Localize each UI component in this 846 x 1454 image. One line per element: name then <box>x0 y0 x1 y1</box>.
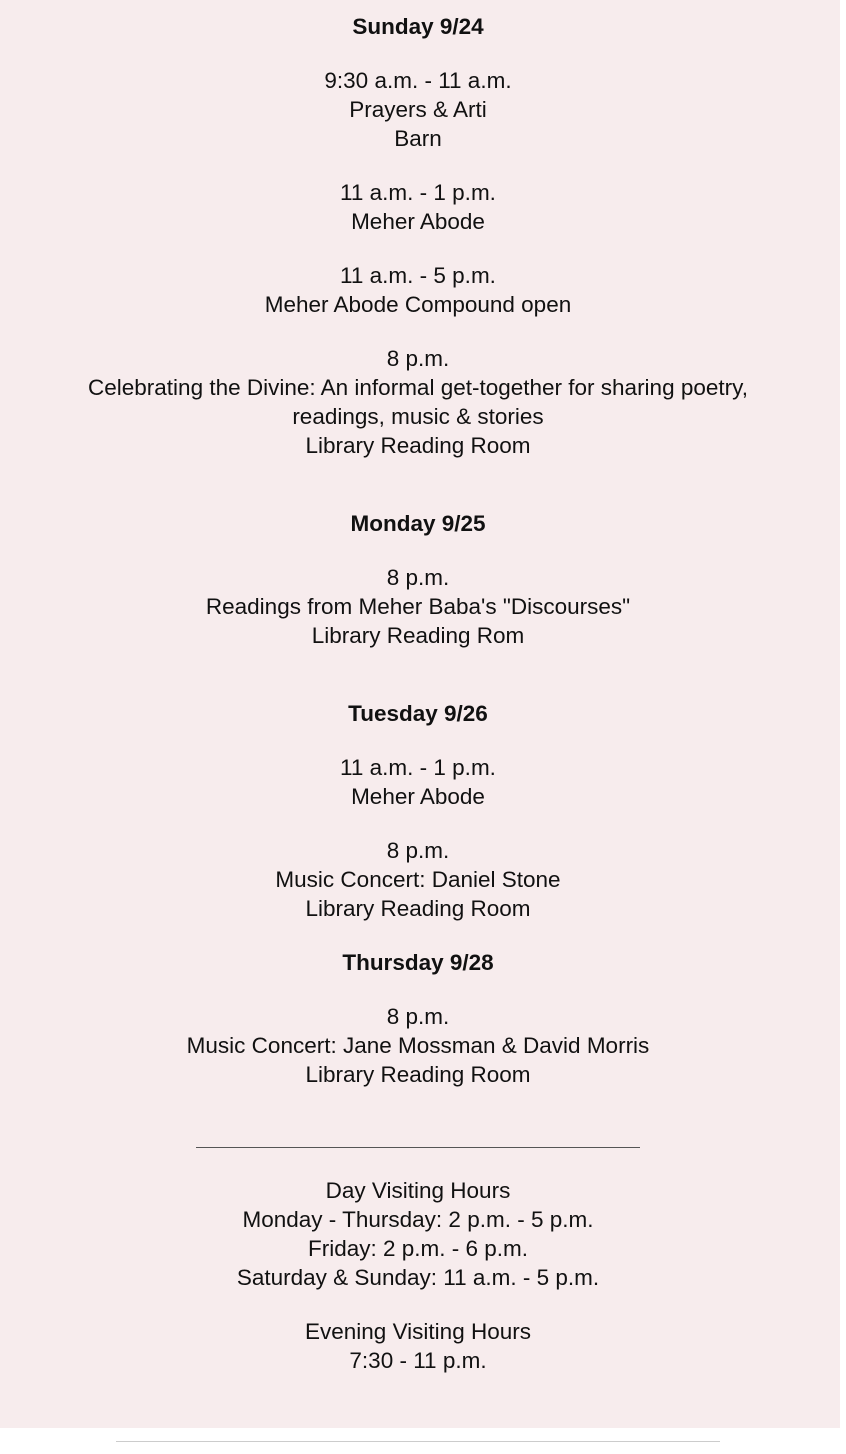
event-title: Music Concert: Daniel Stone <box>275 867 561 892</box>
day-visiting-hours <box>0 1176 836 1292</box>
event-title: Readings from Meher Baba's "Discourses" <box>205 594 631 619</box>
event-location: Library Reading Room <box>305 896 531 921</box>
event-item <box>0 66 836 153</box>
day-sunday <box>0 12 836 460</box>
event-title: Prayers & Arti <box>349 97 487 122</box>
day-heading: Tuesday 9/26 <box>348 701 488 726</box>
hours-line: Monday - Thursday: 2 p.m. - 5 p.m. <box>242 1207 594 1232</box>
day-tuesday <box>0 699 836 923</box>
event-title-continued: readings, music & stories <box>292 404 544 429</box>
event-item <box>0 178 836 236</box>
event-time: 9:30 a.m. - 11 a.m. <box>324 68 512 93</box>
event-title: Celebrating the Divine: An informal get-together for sharing poetry, <box>88 375 748 400</box>
hours-title: Evening Visiting Hours <box>305 1319 531 1344</box>
event-time: 11 a.m. - 1 p.m. <box>340 180 496 205</box>
event-location: Library Reading Room <box>305 1062 531 1087</box>
event-location: Library Reading Room <box>305 433 531 458</box>
event-title: Music Concert: Jane Mossman & David Morris <box>186 1033 650 1058</box>
day-thursday <box>0 948 836 1089</box>
event-time: 8 p.m. <box>386 565 450 590</box>
evening-visiting-hours <box>0 1317 836 1375</box>
event-item <box>0 1002 836 1089</box>
event-item <box>0 344 836 460</box>
day-monday <box>0 509 836 650</box>
day-heading: Thursday 9/28 <box>342 950 494 975</box>
event-title: Meher Abode Compound open <box>264 292 572 317</box>
event-time: 11 a.m. - 1 p.m. <box>340 755 496 780</box>
day-heading: Monday 9/25 <box>350 511 486 536</box>
event-location: Library Reading Rom <box>311 623 525 648</box>
hours-title: Day Visiting Hours <box>325 1178 511 1203</box>
event-item <box>0 753 836 811</box>
event-time: 11 a.m. - 5 p.m. <box>340 263 496 288</box>
day-heading: Sunday 9/24 <box>352 14 484 39</box>
hours-line: Friday: 2 p.m. - 6 p.m. <box>307 1236 529 1261</box>
event-time: 8 p.m. <box>386 1004 450 1029</box>
event-location: Barn <box>394 126 442 151</box>
event-item <box>0 563 836 650</box>
event-item <box>0 261 836 319</box>
event-time: 8 p.m. <box>386 838 450 863</box>
event-item <box>0 836 836 923</box>
event-title: Meher Abode <box>351 784 485 809</box>
event-title: Meher Abode <box>351 209 485 234</box>
section-divider <box>196 1147 640 1148</box>
event-time: 8 p.m. <box>386 346 450 371</box>
schedule-content <box>0 12 836 1375</box>
footer-divider <box>116 1441 720 1442</box>
hours-line: Saturday & Sunday: 11 a.m. - 5 p.m. <box>236 1265 600 1290</box>
hours-line: 7:30 - 11 p.m. <box>349 1348 487 1373</box>
